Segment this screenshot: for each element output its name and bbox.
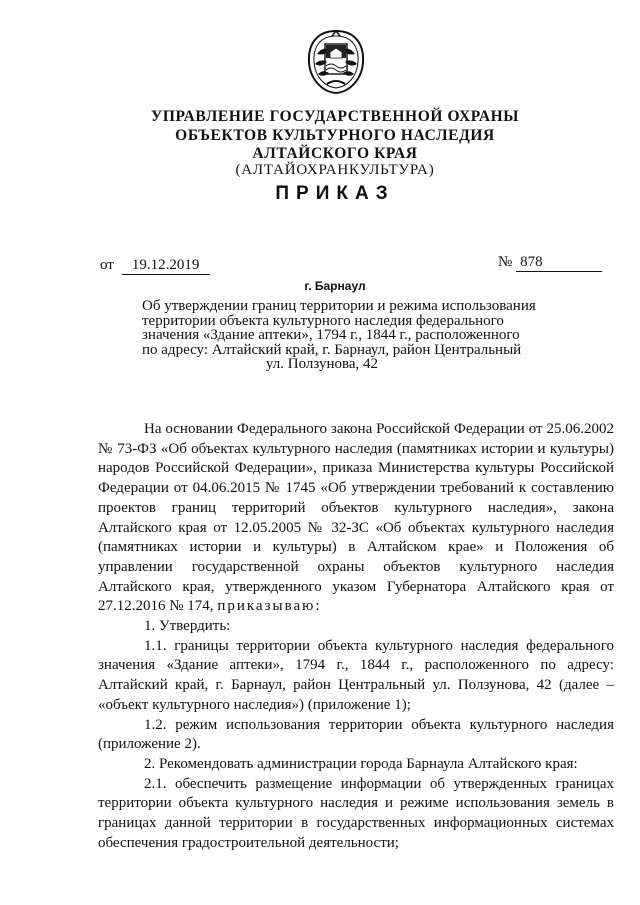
org-name-line-3: АЛТАЙСКОГО КРАЯ (252, 145, 418, 162)
order-date (100, 257, 210, 275)
number-value: 878 (516, 254, 602, 272)
coat-of-arms-emblem (303, 28, 369, 96)
org-name-line-1: УПРАВЛЕНИЕ ГОСУДАРСТВЕННОЙ ОХРАНЫ (150, 108, 520, 125)
order-body (98, 420, 614, 853)
order-number (498, 254, 602, 272)
preamble-paragraph (98, 420, 614, 617)
date-value: 19.12.2019 (122, 257, 210, 275)
item-2: 2. Рекомендовать администрации города Барнаула Алтайского края: (144, 755, 578, 772)
subject-line: территории объекта культурного наследия федерального (142, 312, 504, 329)
org-name-line-2: ОБЪЕКТОВ КУЛЬТУРНОГО НАСЛЕДИЯ (175, 127, 495, 144)
item-2-1: 2.1. обеспечить размещение информации об утвержденных границах территории объекта культурного наследия и режиме использования земель в границах данной территории в государственных информационных системах обеспечения градостроительной деятельности; (98, 775, 614, 851)
order-word: приказываю: (217, 598, 322, 615)
city-name: г. Барнаул (304, 279, 366, 293)
subject-line: значения «Здание аптеки», 1794 г., 1844 г., расположенного (142, 327, 520, 343)
order-subject (142, 298, 536, 372)
preamble-text: На основании Федерального закона Российской Федерации от 25.06.2002 № 73-ФЗ «Об объектах культурного наследия (памятниках истории и культуры) народов Российской Федерации», приказа Министерства культуры Российской Федерации от 04.06.2015 № 1745 «Об утверждении требований к составлению проектов границ территорий объектов культурного наследия», закона Алтайского края от 12.05.2005 № 32-ЗС «Об объектах культурного наследия (памятниках истории и культуры) в Алтайском крае» и Положения об управлении государственной охраны объектов культурного наследия Алтайского края, утвержденного указом Губернатора Алтайского края от 27.12.2016 № 174, (98, 421, 614, 615)
item-1-1: 1.1. границы территории объекта культурного наследия федерального значения «Здание аптеки», 1794 г., 1844 г., расположенного по адресу: Алтайский край, г. Барнаул, район Центральный ул. Ползунова, 42 (далее – «объект культурного наследия») (приложение 1); (98, 637, 614, 713)
item-1-2: 1.2. режим использования территории объекта культурного наследия (приложение 2). (98, 716, 614, 753)
subject-line: по адресу: Алтайский край, г. Барнаул, район Центральный (142, 341, 522, 358)
item-1: 1. Утвердить: (144, 618, 231, 635)
document-type-title: ПРИКАЗ (275, 183, 395, 204)
number-prefix: № (498, 254, 513, 270)
date-prefix: от (100, 257, 114, 273)
org-short-name: (АЛТАЙОХРАНКУЛЬТУРА) (235, 162, 435, 178)
subject-line: Об утверждении границ территории и режима использования (142, 298, 536, 314)
subject-line: ул. Ползунова, 42 (265, 356, 379, 372)
